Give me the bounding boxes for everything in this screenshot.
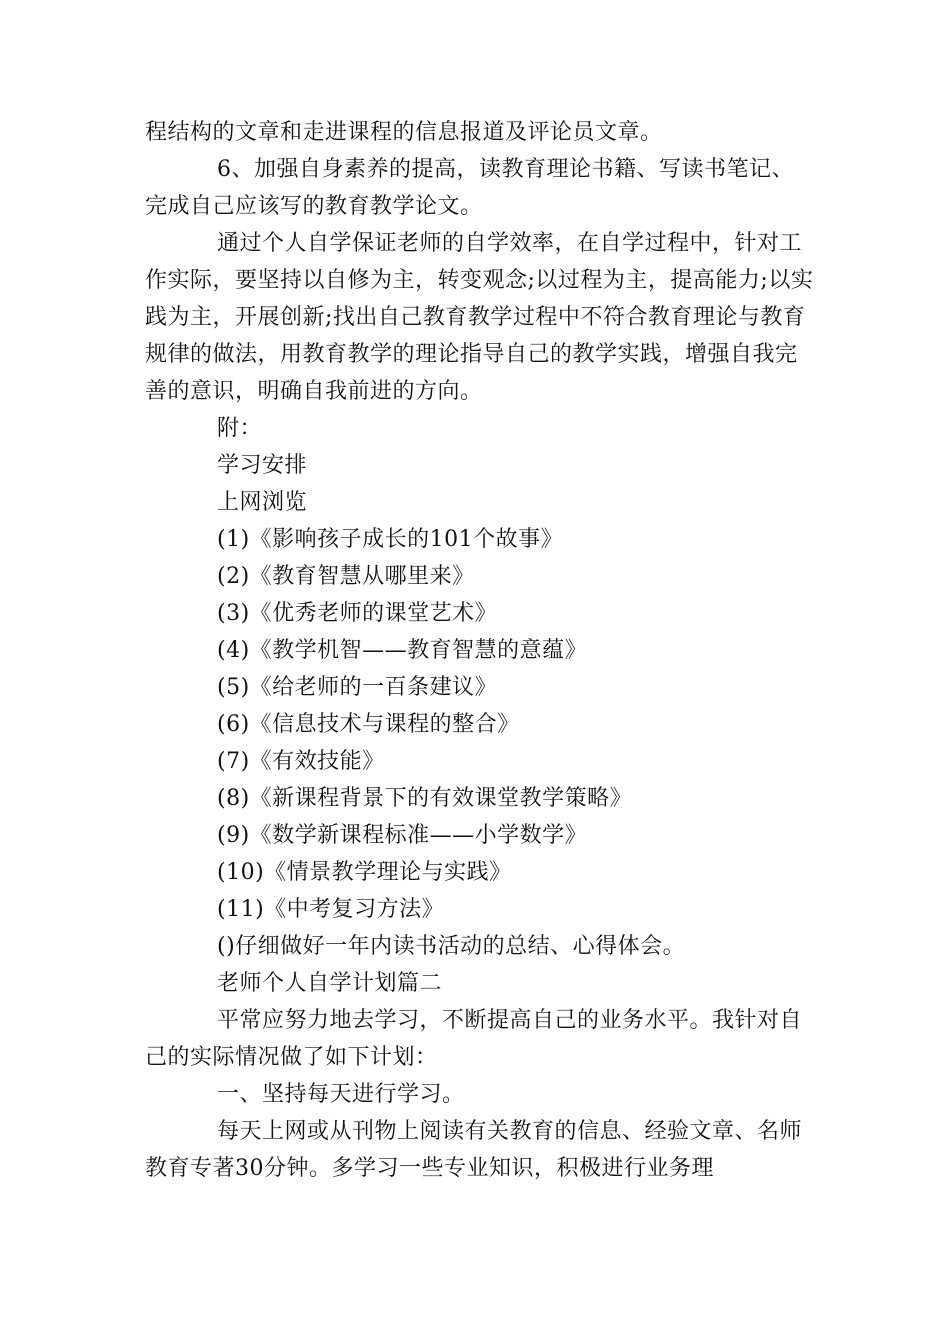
paragraph-2: 6、加强自身素养的提高，读教育理论书籍、写读书笔记、完成自己应该写的教育教学论文。 — [145, 157, 794, 219]
book-list-item: (10)《情景教学理论与实践》 — [217, 860, 512, 885]
appendix-label: 附： — [217, 416, 263, 441]
paragraph-1: 程结构的文章和走进课程的信息报道及评论员文章。 — [145, 120, 663, 145]
paragraph-intro-part-two: 平常应努力地去学习，不断提高自己的业务水平。我针对自己的实际情况做了如下计划： — [145, 1008, 803, 1070]
book-list-item: (7)《有效技能》 — [217, 749, 385, 774]
paragraph-daily-study: 每天上网或从刊物上阅读有关教育的信息、经验文章、名师教育专著30分钟。多学习一些专业知识，积极进行业务理 — [145, 1119, 803, 1181]
section-title-part-two: 老师个人自学计划篇二 — [217, 971, 443, 996]
book-list-item: (6)《信息技术与课程的整合》 — [217, 712, 520, 737]
summary-line: ()仔细做好一年内读书活动的总结、心得体会。 — [217, 934, 686, 959]
book-list-item: (2)《教育智慧从哪里来》 — [217, 564, 475, 589]
paragraph-3: 通过个人自学保证老师的自学效率，在自学过程中，针对工作实际，要坚持以自修为主，转变观念;以过程为主，提高能力;以实践为主，开展创新;找出自己教育教学过程中不符合教育理论与教育规律的做法，用教育教学的理论指导自己的教学实践，增强自我完善的意识，明确自我前进的方向。 — [145, 231, 814, 404]
book-list-item: (8)《新课程背景下的有效课堂教学策略》 — [217, 786, 633, 811]
section-heading-study-plan: 学习安排 — [217, 453, 308, 478]
book-list-item: (9)《数学新课程标准——小学数学》 — [217, 823, 588, 848]
book-list-item: (5)《给老师的一百条建议》 — [217, 675, 498, 700]
book-list-item: (4)《教学机智——教育智慧的意蕴》 — [217, 638, 588, 663]
document-body — [145, 114, 815, 1187]
section-heading-online-browsing: 上网浏览 — [217, 490, 308, 515]
book-list-item: (3)《优秀老师的课堂艺术》 — [217, 601, 498, 626]
book-list-item: (11)《中考复习方法》 — [217, 897, 445, 922]
book-list-item: (1)《影响孩子成长的101个故事》 — [217, 527, 564, 552]
subheading-daily-study: 一、坚持每天进行学习。 — [217, 1082, 465, 1107]
